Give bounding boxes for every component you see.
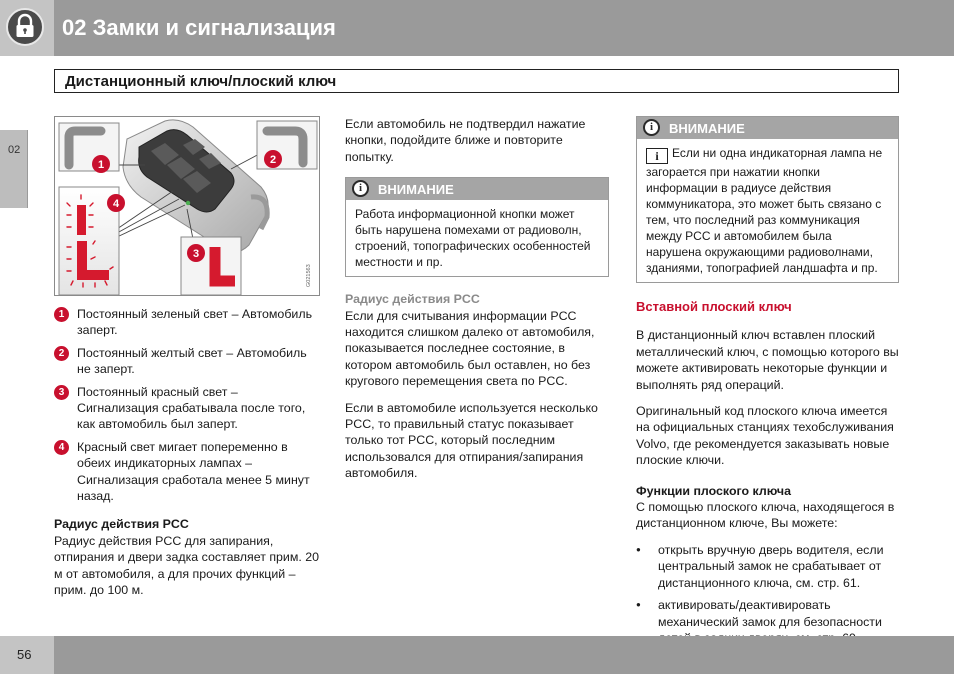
svg-text:4: 4: [112, 198, 120, 210]
page-footer: [0, 636, 954, 674]
legend-text: Постоянный желтый свет – Автомобиль не заперт.: [77, 345, 307, 377]
chapter-icon-tile: [0, 0, 54, 56]
figure-legend: [54, 306, 320, 504]
insert-key-paragraph-1: В дистанционный ключ вставлен плоский металлический ключ, с помощью которого вы можете активировать некоторые функции и выполнять ряд операций.: [636, 328, 899, 392]
page-number-tile: [0, 636, 54, 674]
functions-intro: С помощью плоского ключа, находящегося в дистанционном ключе, Вы можете:: [636, 500, 895, 531]
range-heading-gray: Радиус действия PCC: [345, 292, 480, 307]
marker-2: [264, 150, 282, 168]
warning-text: Если ни одна индикаторная лампа не загорается при нажатии кнопки информации в радиусе действия коммуникатора, это может быть связано с тем, что последний раз коммуникация между PCC и автомобилем была нарушена окружающими радиоволнами, зданиями, топографией ландшафта и пр.: [646, 146, 883, 275]
section-title-box: [54, 69, 899, 93]
warning-text: Работа информационной кнопки может быть нарушена помехами от радиоволн, строений, топографических особенностей местности и пр.: [355, 207, 591, 270]
legend-number-badge: 4: [54, 440, 69, 455]
range-paragraph-2: Если в автомобиле используется несколько PCC, то правильный статус показывает только тот PCC, который последним использовался для отпирания/запирания автомобиля.: [345, 400, 598, 481]
marker-1: [92, 155, 110, 173]
legend-number-badge: 2: [54, 346, 69, 361]
figure-code: G021563: [306, 264, 312, 287]
lock-icon: [6, 8, 44, 46]
svg-text:3: 3: [192, 248, 200, 260]
range-paragraph: Радиус действия PCC для запирания, отпирания и двери задка составляет прим. 20 м от автомобиля, а для прочих функций – прим. до 100 м.: [54, 533, 320, 598]
info-icon: i: [352, 180, 369, 197]
chapter-side-tab-label: 02: [8, 144, 21, 156]
svg-text:2: 2: [269, 154, 277, 166]
warning-box: [636, 116, 899, 283]
legend-item: [54, 384, 320, 433]
warning-body: [637, 139, 898, 282]
section-title: Дистанционный ключ/плоский ключ: [65, 73, 337, 90]
info-symbol-icon: i: [646, 148, 668, 164]
legend-text: Постоянный красный свет – Сигнализация срабатывала после того, как автомобиль был заперт.: [77, 384, 306, 432]
svg-text:1: 1: [97, 159, 105, 171]
range-heading: Радиус действия PCC: [54, 517, 189, 532]
legend-item: [54, 306, 320, 339]
warning-label: ВНИМАНИЕ: [378, 182, 454, 198]
legend-number-badge: 3: [54, 385, 69, 400]
chapter-side-tab: [0, 130, 28, 208]
column-right: [636, 116, 899, 652]
column-left: [54, 116, 320, 609]
insert-key-heading: Вставной плоский ключ: [636, 299, 792, 314]
marker-3: [187, 244, 205, 262]
legend-number-badge: 1: [54, 307, 69, 322]
list-item: ● активировать/деактивировать механический замок для безопасности: [636, 597, 899, 646]
marker-4: [107, 194, 125, 212]
pcc-key-illustration: [54, 116, 320, 296]
warning-box: [345, 177, 609, 277]
warning-header: [637, 117, 898, 139]
legend-item: [54, 345, 320, 378]
range-paragraph-1: Если для считывания информации PCC находится слишком далеко от автомобиля, показывается последнее состояние, в котором автомобиль был оставлен, но без кругового перемещения света по PCC.: [345, 308, 595, 389]
warning-header: [346, 178, 608, 200]
key-fob-drawing: [55, 117, 320, 296]
page-header: [0, 0, 954, 56]
functions-list: [636, 542, 899, 646]
functions-heading: Функции плоского ключа: [636, 483, 791, 498]
legend-text: Постоянный зеленый свет – Автомобиль заперт.: [77, 307, 313, 338]
column-middle: [345, 116, 609, 492]
chapter-title: 02 Замки и сигнализация: [62, 15, 336, 40]
list-item: ● открыть вручную дверь водителя, если центральный замок не срабатывает от дистанционного ключа, см. стр. 61.: [636, 542, 899, 591]
page-number: 56: [17, 647, 32, 662]
legend-text: Красный свет мигает попеременно в обеих индикаторных лампах – Сигнализация сработала менее 5 минут назад.: [77, 439, 310, 504]
insert-key-paragraph-2: Оригинальный код плоского ключа имеется на официальных станциях техобслуживания Volvo, где рекомендуется заказывать новые плоские ключи.: [636, 404, 894, 468]
intro-paragraph: Если автомобиль не подтвердил нажатие кнопки, подойдите ближе и повторите попытку.: [345, 117, 586, 164]
info-icon: i: [643, 119, 660, 136]
warning-label: ВНИМАНИЕ: [669, 121, 745, 136]
legend-item: [54, 439, 320, 505]
